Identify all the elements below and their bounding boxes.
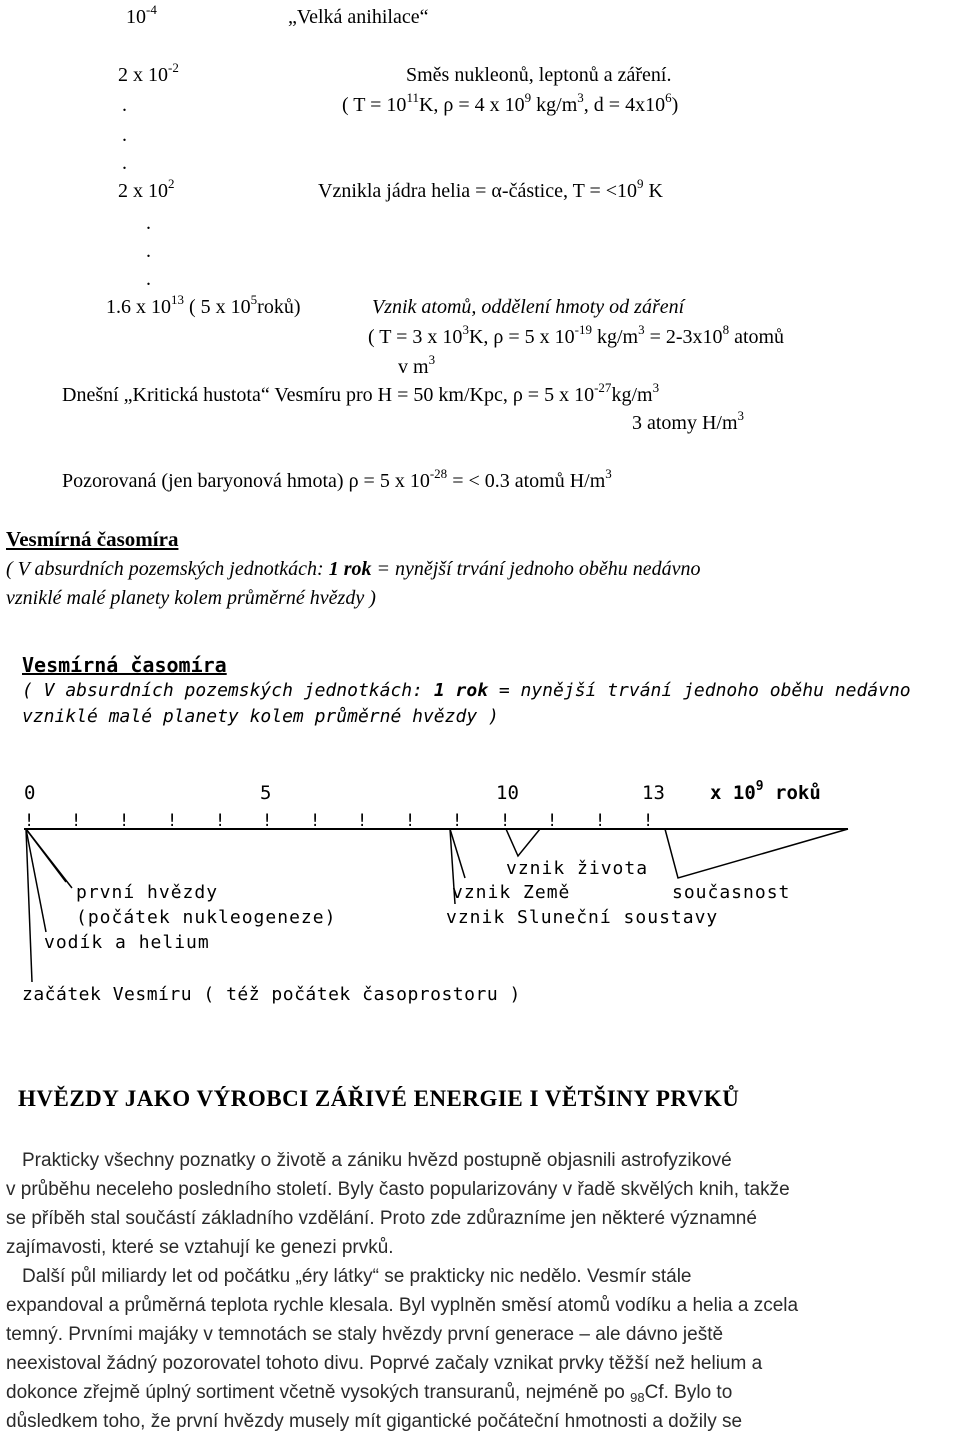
- tick-mark: !: [262, 811, 273, 831]
- tick-mark: !: [167, 811, 178, 831]
- text-part: atomů: [729, 326, 785, 348]
- ellipsis-dot: .: [146, 240, 151, 262]
- event-prvni-hvezdy: první hvězdy: [76, 882, 219, 903]
- time-exponent: -2: [168, 60, 179, 75]
- text-line: se příběh stal součástí základního vzdělání. Proto zde zdůrazníme jen některé významné: [6, 1208, 757, 1229]
- event-label: Směs nukleonů, leptonů a záření.: [406, 64, 672, 86]
- section-heading: HVĚZDY JAKO VÝROBCI ZÁŘIVÉ ENERGIE I VĚTŠINY PRVKŮ: [18, 1086, 740, 1111]
- subscript: 98: [630, 1390, 645, 1405]
- tick-mark: !: [452, 811, 463, 831]
- text-part: = < 0.3 atomů H/m: [447, 470, 606, 492]
- text-part: K, ρ = 5 x 10: [468, 326, 575, 348]
- text-part: Dnešní „Kritická hustota“ Vesmíru pro H = 50 km/Kpc, ρ = 5 x 10: [62, 384, 595, 406]
- exponent: 3: [638, 322, 645, 337]
- clock-title: Vesmírná časomíra: [6, 527, 179, 551]
- text-part: kg/m: [611, 384, 653, 406]
- exponent: 6: [665, 90, 672, 105]
- timeline-subtitle-2: vzniklé malé planety kolem průměrné hvězdy ): [22, 706, 499, 727]
- text-part: ): [671, 94, 679, 116]
- text-line: v průběhu neceleho posledního století. Byly často popularizovány v řadě skvělých knih, takže: [6, 1179, 790, 1200]
- exponent: 3: [737, 408, 745, 423]
- exponent: -27: [594, 380, 612, 395]
- tick-label-0: 0: [24, 782, 36, 804]
- time-value: 1.6 x 10: [106, 296, 171, 318]
- event-label: [318, 176, 663, 202]
- bold-part: 1 rok: [433, 680, 488, 701]
- time-value: 2 x 10: [118, 180, 168, 202]
- tick-mark: !: [119, 811, 130, 831]
- exponent: 13: [171, 292, 184, 307]
- ellipsis-dot: .: [146, 268, 151, 290]
- text-part: Vznikla jádra helia = α-částice, T = <10: [318, 180, 638, 202]
- text-line: temný. Prvními majáky v temnotách se staly hvězdy první generace – ale dávno ještě: [6, 1324, 724, 1345]
- exponent: 3: [605, 466, 612, 481]
- paragraph-text: [6, 1146, 956, 1436]
- exponent: 3: [428, 352, 436, 367]
- ellipsis-dot: .: [122, 94, 127, 116]
- text-part: v m: [398, 356, 429, 378]
- text-part: K: [643, 180, 663, 202]
- text-part: ( T = 3 x 10: [368, 326, 463, 348]
- exponent: 9: [755, 779, 764, 794]
- tick-mark: !: [643, 811, 654, 831]
- exponent: 8: [722, 322, 730, 337]
- tick-mark: !: [24, 811, 35, 831]
- text-part: Cf. Bylo to: [644, 1382, 733, 1403]
- text-line: neexistoval žádný pozorovatel tohoto divu. Poprvé začaly vznikat prvky těžší než helium a: [6, 1353, 763, 1374]
- exponent: 3: [577, 90, 584, 105]
- exponent: 3: [652, 380, 660, 395]
- text-part: kg/m: [531, 94, 578, 116]
- pointer-nukl: [26, 829, 72, 888]
- text-line: Další půl miliardy let od počátku „éry látky“ se prakticky nic nedělo. Vesmír stále: [22, 1266, 692, 1287]
- clock-subtitle: [6, 558, 700, 580]
- timeline-title: Vesmírná časomíra: [22, 653, 227, 677]
- event-vznik-zeme: vznik Země: [452, 882, 571, 903]
- event-slunecni-soustava: vznik Sluneční soustavy: [446, 907, 719, 928]
- event-soucasnost: současnost: [672, 882, 791, 903]
- exponent: 9: [524, 90, 532, 105]
- text-line: expandoval a průměrná teplota rychle klesala. Byl vyplněn směsí atomů vodíku a helia a zcela: [6, 1295, 799, 1316]
- event-label: „Velká anihilace“: [288, 6, 429, 28]
- ellipsis-dot: .: [146, 212, 151, 234]
- line-2: [118, 60, 179, 86]
- exponent: 5: [250, 292, 258, 307]
- tick-mark: !: [71, 811, 82, 831]
- text-line: [6, 1378, 956, 1407]
- time-exponent: -4: [146, 2, 157, 17]
- text-part: ( V absurdních pozemských jednotkách:: [6, 558, 329, 580]
- text-line: důsledkem toho, že první hvězdy musely mít gigantické počáteční hmotnosti a dožily se: [6, 1411, 743, 1432]
- clock-subtitle-2: vzniklé malé planety kolem průměrné hvězdy ): [6, 587, 376, 609]
- exponent: 3: [462, 322, 469, 337]
- text-part: dokonce zřejmě úplný sortiment včetně vysokých transuranů, nejméně po: [6, 1382, 631, 1403]
- ellipsis-dot: .: [122, 152, 127, 174]
- line-1: [126, 2, 157, 28]
- exponent: -19: [574, 322, 592, 337]
- tick-label-10: 10: [496, 782, 519, 804]
- text-line: Prakticky všechny poznatky o životě a zániku hvězd postupně objasnili astrofyzikové: [22, 1150, 732, 1171]
- exponent: -28: [429, 466, 448, 481]
- text-part: Pozorovaná (jen baryonová hmota) ρ = 5 x 10: [62, 470, 430, 492]
- conditions-line: [342, 90, 679, 116]
- tick-mark: !: [547, 811, 558, 831]
- tick-mark: !: [310, 811, 321, 831]
- text-part: ( V absurdních pozemských jednotkách:: [22, 680, 434, 701]
- pointer-zivot: [506, 829, 540, 856]
- event-zacatek-vesmiru: začátek Vesmíru ( též počátek časoprostoru ): [22, 984, 521, 1005]
- text-part: = nynější trvání jednoho oběhu nedávno: [371, 558, 701, 580]
- exponent: 9: [637, 176, 644, 191]
- text-part: K, ρ = 4 x 10: [418, 94, 525, 116]
- atoms-line: [632, 408, 745, 434]
- time-value: 10: [126, 6, 146, 28]
- text-part: = 2-3x10: [644, 326, 723, 348]
- bold-part: 1 rok: [328, 558, 372, 580]
- time-value: 2 x 10: [118, 64, 168, 86]
- pointer-soucasnost: [665, 829, 848, 878]
- tick-mark: !: [595, 811, 606, 831]
- text-part: = nynější trvání jednoho oběhu nedávno: [488, 680, 911, 701]
- tick-label-13: 13: [642, 782, 665, 804]
- exponent: 11: [406, 90, 419, 105]
- tick-mark: !: [405, 811, 416, 831]
- ellipsis-dot: .: [122, 124, 127, 146]
- event-label: Vznik atomů, oddělení hmoty od záření: [372, 296, 685, 318]
- event-vznik-zivota: vznik života: [506, 858, 649, 879]
- critical-density-line: [62, 380, 660, 406]
- time-exponent: 2: [168, 176, 175, 191]
- text-part: 3 atomy H/m: [632, 412, 738, 434]
- tick-mark: !: [500, 811, 511, 831]
- timeline-axis-graphic: [10, 640, 955, 1030]
- line-6: [118, 176, 175, 202]
- text-part: , d = 4x10: [583, 94, 666, 116]
- line-10: [106, 292, 301, 318]
- text-part: roků): [257, 296, 301, 318]
- text-part: kg/m: [591, 326, 639, 348]
- event-nukleogeneze: (počátek nukleogeneze): [76, 907, 337, 928]
- event-vodik-helium: vodík a helium: [44, 932, 210, 953]
- event-pointers: [26, 829, 848, 982]
- conditions-line: [368, 322, 785, 348]
- text-line: zajímavosti, které se vztahují ke genezi prvků.: [6, 1237, 394, 1258]
- conditions-line: [398, 352, 436, 378]
- observed-density-line: [62, 466, 612, 492]
- tick-mark: !: [357, 811, 368, 831]
- text-part: ( 5 x 10: [184, 296, 251, 318]
- text-part: x 10: [710, 782, 756, 804]
- timeline-figure: [10, 640, 955, 1030]
- text-part: roků: [763, 782, 821, 804]
- tick-label-5: 5: [260, 782, 272, 804]
- text-part: ( T = 10: [342, 94, 407, 116]
- tick-mark: !: [215, 811, 226, 831]
